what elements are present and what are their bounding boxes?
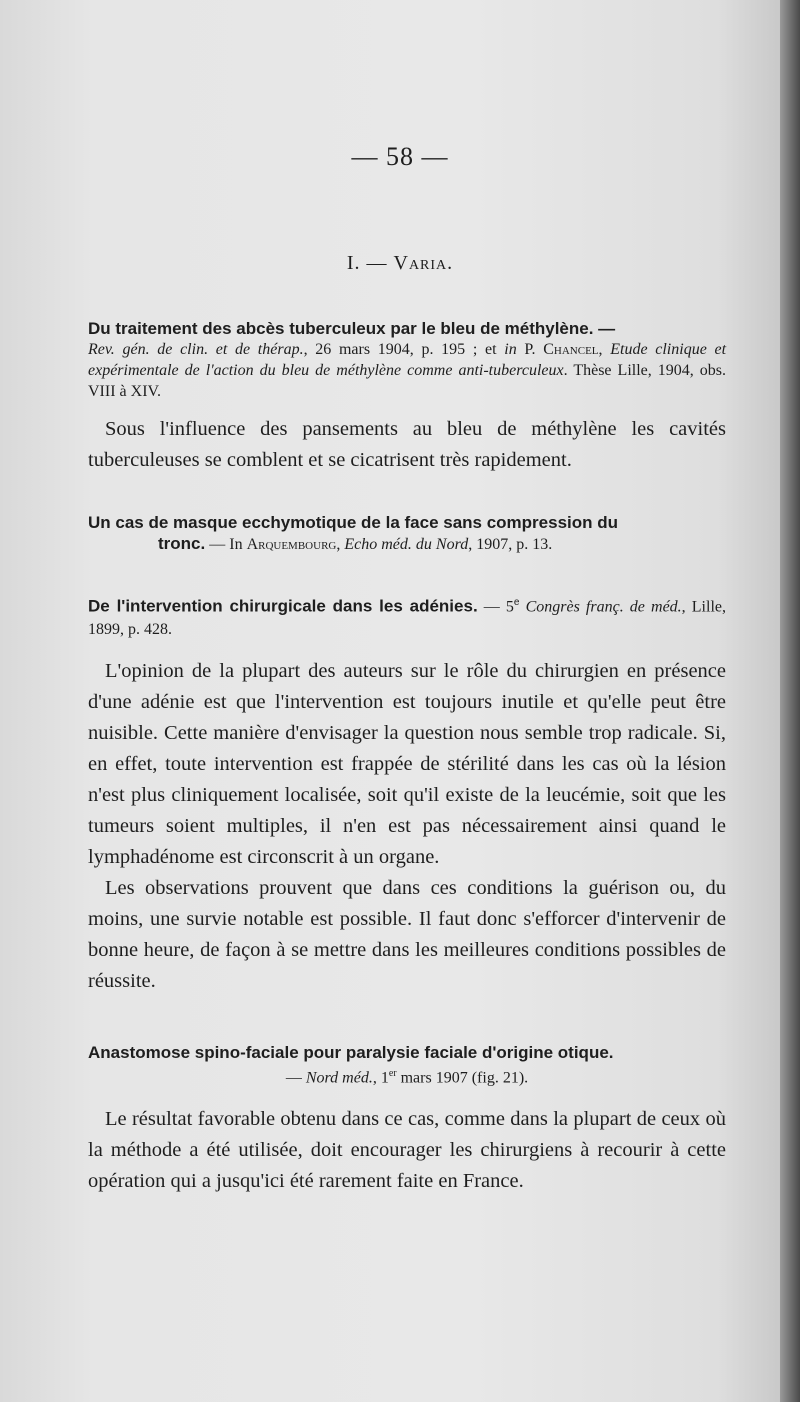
section-numeral: I. — xyxy=(346,252,394,274)
entry-reference xyxy=(88,533,726,555)
ref-congress: Congrès franç. de méd. xyxy=(519,598,682,616)
ref-date: , 26 mars 1904, p. 195 ; et xyxy=(303,341,505,358)
ref-thesis: . Thèse Lille, 1904, obs. VIII à XIV. xyxy=(88,362,726,400)
ref-date: , Lille, 1899, p. 428. xyxy=(88,598,726,638)
ref-journal: Nord méd. xyxy=(305,1069,373,1087)
paragraph: Le résultat favorable obtenu dans ce cas, comme dans la plupart de ceux où la méthode a été utilisée, doit encourager les chirurgiens à recourir à cette opération qui a jusqu'ici été rarement faite en France. xyxy=(88,1108,726,1193)
entry-reference xyxy=(88,1063,726,1088)
entry-heading xyxy=(88,592,726,640)
entry-bleu-methylene xyxy=(88,318,726,476)
ref-journal: Echo méd. du Nord xyxy=(344,536,469,553)
ref-text: — In xyxy=(205,536,247,553)
section-name: Varia. xyxy=(393,252,454,274)
paragraph: Sous l'influence des pansements au bleu de méthylène les cavités tuberculeuses se comblent et se cicatrisent très rapidement. xyxy=(88,418,726,471)
entry-heading-continued: tronc. xyxy=(158,534,206,553)
entry-adenies xyxy=(88,592,726,997)
ref-text: , 1 xyxy=(372,1069,389,1087)
paragraph: Les observations prouvent que dans ces conditions la guérison ou, du moins, une survie notable est possible. Il faut donc s'efforcer d'intervenir de bonne heure, de façon à se mettre dans les meilleures conditions possibles de réussite. xyxy=(88,876,726,992)
paragraph: L'opinion de la plupart des auteurs sur le rôle du chirurgien en présence d'une adénie est que l'intervention est toujours inutile et qu'elle peut être nuisible. Cette manière d'envisager la question nous semble trop radicale. Si, en effet, toute intervention est frappée de stérilité dans les cas où la lésion n'est plus cliniquement localisée, soit qu'il existe de la leucémie, soit que les tumeurs soient multiples, il n'en est pas nécessairement ainsi quand le lymphadénome est circonscrit à un organe. xyxy=(88,659,726,868)
ref-date: , 1907, p. 13. xyxy=(468,536,553,553)
section-title xyxy=(0,252,800,275)
ref-sup: er xyxy=(388,1068,397,1079)
entry-heading: Un cas de masque ecchymotique de la face sans compression du xyxy=(88,513,619,532)
ref-text: — 5 xyxy=(477,598,514,616)
entry-heading: Anastomose spino-faciale pour paralysie faciale d'origine otique. xyxy=(88,1043,614,1062)
ref-author: Arquembourg xyxy=(246,536,337,553)
ref-in: in xyxy=(504,341,517,358)
page-number: — 58 — xyxy=(351,142,449,171)
entry-heading-text: De l'intervention chirurgicale dans les adénies. xyxy=(88,596,478,616)
ref-journal: Rev. gén. de clin. et de thérap. xyxy=(88,341,304,358)
entry-masque-ecchymotique xyxy=(88,512,726,555)
ref-date: mars 1907 (fig. 21). xyxy=(396,1069,529,1087)
page-edge-shadow xyxy=(780,0,800,1402)
ref-text: , xyxy=(598,341,611,358)
entry-heading: Du traitement des abcès tuberculeux par le bleu de méthylène. — xyxy=(88,319,616,338)
ref-text: , xyxy=(336,536,345,553)
ref-sup: e xyxy=(513,597,520,608)
entry-anastomose xyxy=(88,1042,726,1197)
ref-title: Etude clinique et expérimentale de l'action du bleu de méthylène comme anti-tuberculeux xyxy=(88,341,727,379)
entry-reference xyxy=(88,339,726,402)
ref-author: Chancel xyxy=(543,341,599,358)
ref-text: P. xyxy=(516,341,544,358)
ref-text: — xyxy=(285,1069,306,1087)
